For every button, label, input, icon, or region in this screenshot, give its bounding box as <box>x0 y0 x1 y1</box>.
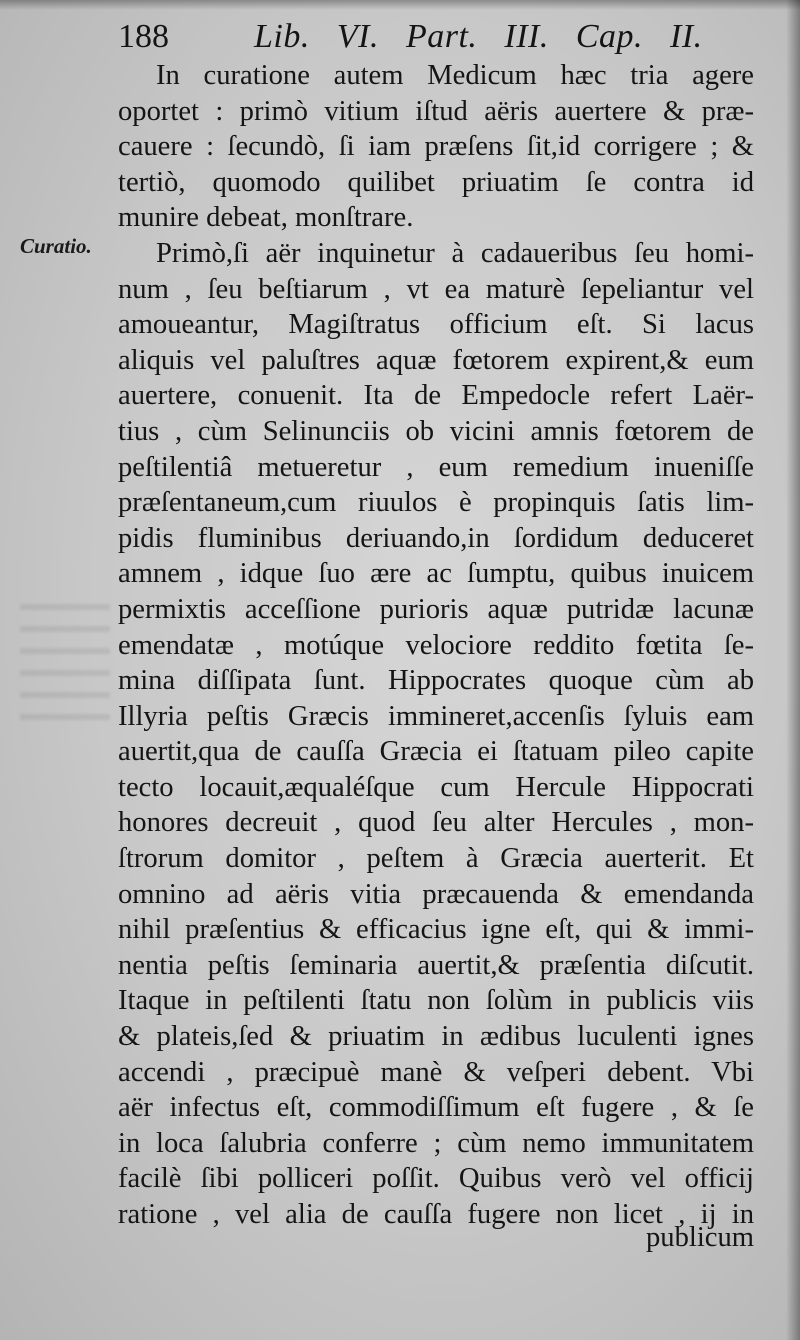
text-line: oportet : primò vitium iſtud aëris auertere & præ- <box>118 95 754 127</box>
text-line: ſtrorum domitor , peſtem à Græcia auerterit. Et <box>118 843 754 875</box>
text-line: tertiò, quomodo quilibet priuatim ſe contra id <box>118 166 754 198</box>
text-line: munire debeat, monſtrare. <box>118 202 414 234</box>
text-line: peſtilentiâ metueretur , eum remedium inueniſſe <box>118 451 754 483</box>
text-line: nentia peſtis ſeminaria auertit,& præſentia diſcutit. <box>118 949 754 981</box>
text-line: cauere : ſecundò, ſi iam præſens ſit,id corrigere ; & <box>118 131 754 163</box>
text-line: auertit,qua de cauſſa Græcia ei ſtatuam pileo capite <box>118 736 754 768</box>
text-line: permixtis acceſſione purioris aquæ putridæ lacunæ <box>118 593 754 625</box>
text-line: facilè ſibi polliceri poſſit. Quibus verò vel officij <box>118 1163 754 1195</box>
text-line: emendatæ , motúque velociore reddito fœtita ſe- <box>118 629 754 661</box>
text-line: nihil præſentius & efficacius igne eſt, qui & immi- <box>118 914 754 946</box>
text-line: amnem , idque ſuo ære ac ſumptu, quibus inuicem <box>118 558 754 590</box>
margin-note: Curatio. <box>20 234 92 258</box>
text-line: pidis fluminibus deriuando,in ſordidum deduceret <box>118 522 754 554</box>
text-line: Itaque in peſtilenti ſtatu non ſolùm in publicis viis <box>118 985 754 1017</box>
text-line: Illyria peſtis Græcis immineret,accenſis ſyluis eam <box>118 700 754 732</box>
text-line: num , ſeu beſtiarum , vt ea maturè ſepeliantur vel <box>118 273 754 305</box>
text-line: honores decreuit , quod ſeu alter Hercules , mon- <box>118 807 754 839</box>
text-line: accendi , præcipuè manè & veſperi debent. Vbi <box>118 1056 754 1088</box>
show-through-bleed <box>20 600 110 720</box>
text-line: tius , cùm Selinunciis ob vicini amnis fœtorem de <box>118 415 754 447</box>
text-line: tecto locauit,æqualéſque cum Hercule Hippocrati <box>118 771 754 803</box>
page-edge-shadow <box>786 0 800 1340</box>
catchword: publicum <box>645 1222 754 1253</box>
text-line: amoueantur, Magiſtratus officium eſt. Si lacus <box>118 309 754 341</box>
text-line: præſentaneum,cum riuulos è propinquis ſatis lim- <box>118 487 754 519</box>
text-line: ratione , vel alia de cauſſa fugere non licet , ij in <box>118 1199 754 1230</box>
running-head: Lib. VI. Part. III. Cap. II. <box>254 18 703 55</box>
text-line: & plateis,ſed & priuatim in ædibus luculenti ignes <box>118 1021 754 1053</box>
text-line: aliquis vel paluſtres aquæ fœtorem expirent,& eum <box>118 344 754 376</box>
text-line: mina diſſipata ſunt. Hippocrates quoque cùm ab <box>118 665 754 697</box>
page-number: 188 <box>118 18 169 55</box>
running-header <box>118 14 758 60</box>
text-line: In curatione autem Medicum hæc tria agere <box>156 60 754 91</box>
text-line: Primò,ſi aër inquinetur à cadaueribus ſeu homi- <box>156 237 754 269</box>
page-top-shadow <box>0 0 800 10</box>
text-line: auertere, conuenit. Ita de Empedocle refert Laër- <box>118 380 754 412</box>
text-line: omnino ad aëris vitia præcauenda & emendanda <box>118 878 754 910</box>
text-line: in loca ſalubria conferre ; cùm nemo immunitatem <box>118 1127 754 1159</box>
body-text <box>118 58 754 1233</box>
text-line: aër infectus eſt, commodiſſimum eſt fugere , & ſe <box>118 1092 754 1124</box>
